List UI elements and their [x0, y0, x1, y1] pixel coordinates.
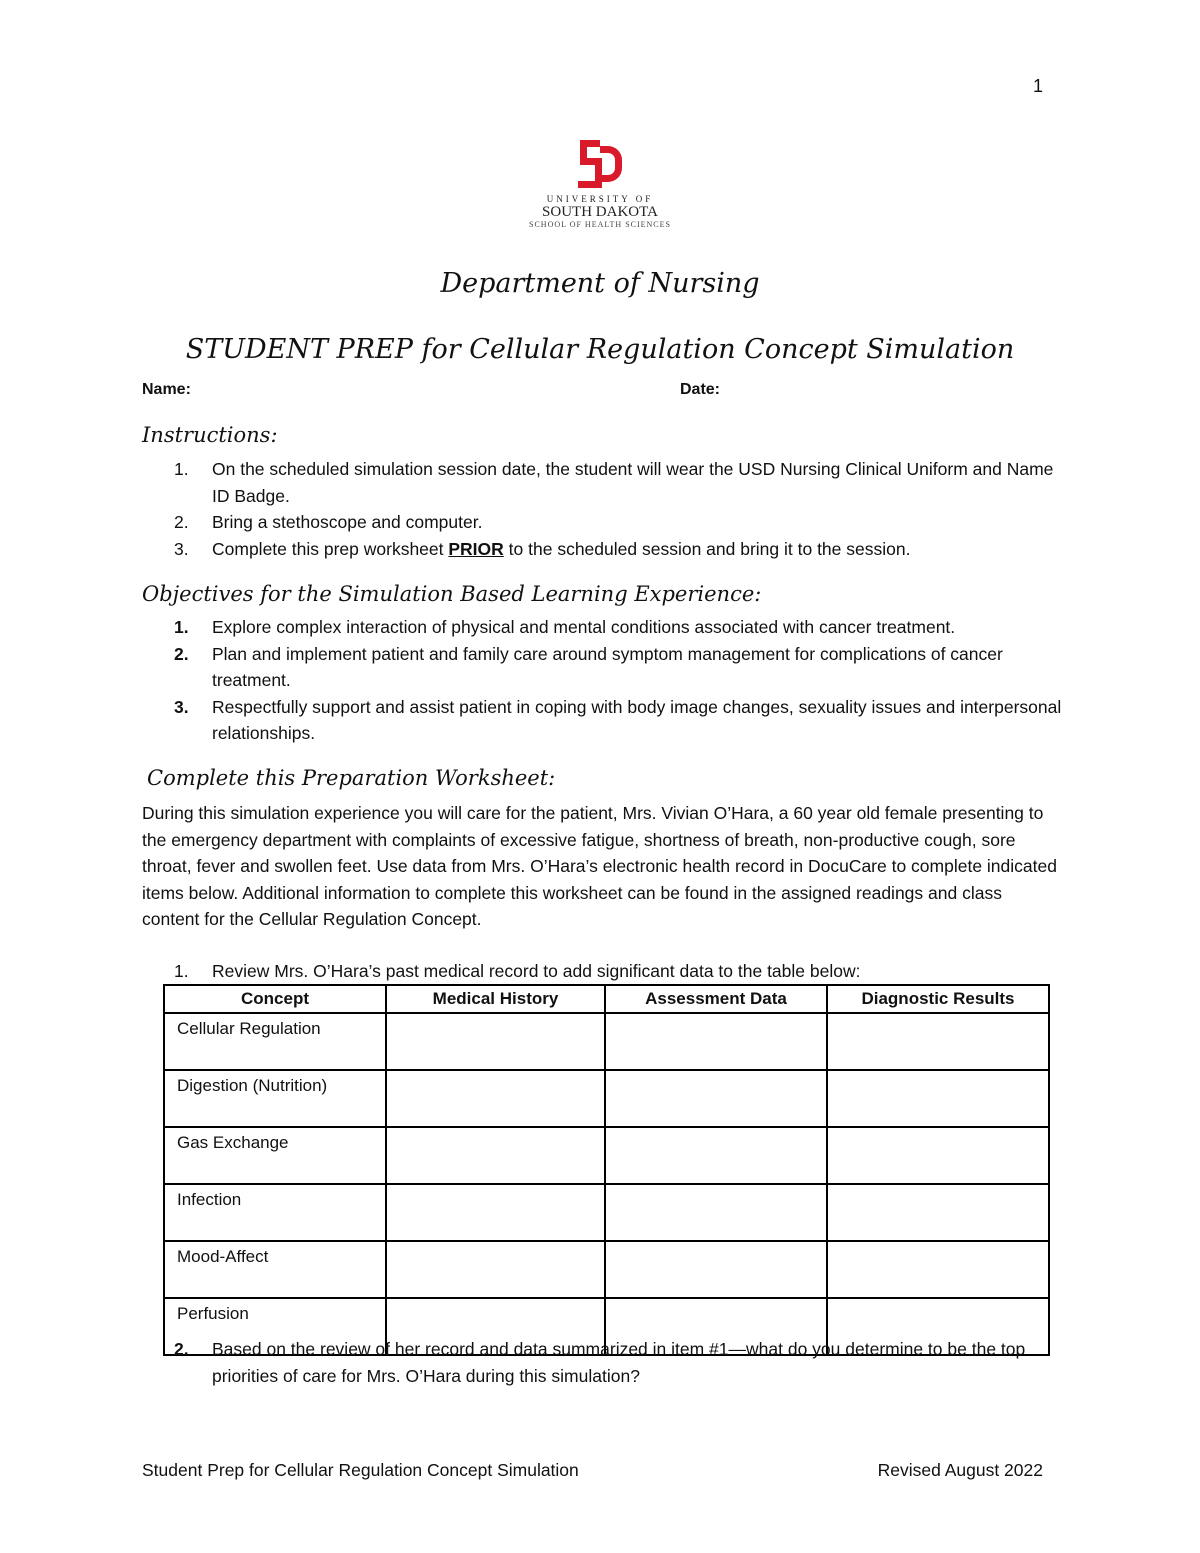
diagnostic-results-cell[interactable]: [827, 1127, 1049, 1184]
concept-cell: Mood-Affect: [164, 1241, 386, 1298]
list-item: 2. Plan and implement patient and family care around symptom management for complications of cancer treatment.: [174, 643, 1003, 690]
medical-history-cell[interactable]: [386, 1013, 605, 1070]
objectives-heading: Objectives for the Simulation Based Learning Experience:: [142, 582, 762, 606]
header-diagnostic-results: Diagnostic Results: [827, 985, 1049, 1013]
list-item: 2. Bring a stethoscope and computer.: [174, 512, 483, 532]
logo-line-university: UNIVERSITY OF: [546, 194, 654, 204]
concept-cell: Cellular Regulation: [164, 1013, 386, 1070]
table-row: [164, 1013, 1049, 1070]
worksheet-item-2: [142, 1336, 1062, 1389]
footer-revised: Revised August 2022: [877, 1460, 1043, 1480]
table-header-row: [164, 985, 1049, 1013]
assessment-data-cell[interactable]: [605, 1070, 827, 1127]
diagnostic-results-cell[interactable]: [827, 1241, 1049, 1298]
sd-monogram-icon: [576, 138, 624, 190]
worksheet-paragraph: During this simulation experience you will care for the patient, Mrs. Vivian O’Hara, a 60 year old female presenting to the emergency department with complaints of excessive fatigue, shortness of breath, non-productive cough, sore throat, fever and swollen feet. Use data from Mrs. O’Hara’s electronic health record in DocuCare to complete indicated items below. Additional information to complete this worksheet can be found in the assigned readings and class content for the Cellular Regulation Concept.: [142, 803, 1057, 930]
instructions-list: [142, 456, 1062, 562]
worksheet-item-1: [142, 958, 1062, 985]
assessment-data-cell[interactable]: [605, 1013, 827, 1070]
assessment-data-cell[interactable]: [605, 1127, 827, 1184]
diagnostic-results-cell[interactable]: [827, 1070, 1049, 1127]
table-row: [164, 1127, 1049, 1184]
logo-line-south-dakota: SOUTH DAKOTA: [542, 204, 658, 220]
objectives-list: [142, 614, 1062, 747]
assessment-data-cell[interactable]: [605, 1241, 827, 1298]
page-number: 1: [1032, 76, 1043, 96]
footer-title: Student Prep for Cellular Regulation Concept Simulation: [142, 1460, 579, 1480]
table-row: [164, 1241, 1049, 1298]
list-item: 3. Respectfully support and assist patient in coping with body image changes, sexuality issues and interpersonal relationships.: [174, 696, 1062, 743]
header-concept: Concept: [164, 985, 386, 1013]
diagnostic-results-cell[interactable]: [827, 1013, 1049, 1070]
document-title: STUDENT PREP for Cellular Regulation Concept Simulation: [185, 334, 1015, 365]
assessment-data-cell[interactable]: [605, 1184, 827, 1241]
concept-cell: Digestion (Nutrition): [164, 1070, 386, 1127]
usd-logo: [515, 138, 685, 238]
worksheet-heading: Complete this Preparation Worksheet:: [147, 766, 556, 790]
medical-history-cell[interactable]: [386, 1241, 605, 1298]
prior-emphasis: PRIOR: [448, 538, 504, 559]
table-row: [164, 1070, 1049, 1127]
concept-cell: Perfusion: [164, 1298, 386, 1355]
concept-cell: Infection: [164, 1184, 386, 1241]
table-row: [164, 1184, 1049, 1241]
list-item: 1. Explore complex interaction of physical and mental conditions associated with cancer treatment.: [174, 617, 956, 637]
list-item: 1. Review Mrs. O’Hara’s past medical record to add significant data to the table below:: [174, 961, 861, 981]
medical-history-cell[interactable]: [386, 1127, 605, 1184]
concept-cell: Gas Exchange: [164, 1127, 386, 1184]
instructions-heading: Instructions:: [142, 423, 278, 447]
department-heading: Department of Nursing: [440, 268, 760, 299]
diagnostic-results-cell[interactable]: [827, 1184, 1049, 1241]
name-label: Name:: [142, 381, 191, 398]
medical-history-cell[interactable]: [386, 1184, 605, 1241]
list-item: 1. On the scheduled simulation session date, the student will wear the USD Nursing Clinical Uniform and Name ID Badge.: [174, 459, 1054, 506]
medical-history-cell[interactable]: [386, 1070, 605, 1127]
header-medical-history: Medical History: [386, 985, 605, 1013]
header-assessment-data: Assessment Data: [605, 985, 827, 1013]
list-item: 3. Complete this prep worksheet PRIOR to the scheduled session and bring it to the session.: [174, 538, 911, 559]
logo-line-school: SCHOOL OF HEALTH SCIENCES: [529, 220, 671, 229]
concept-table: [163, 984, 1050, 1356]
list-item: 2. Based on the review of her record and data summarized in item #1—what do you determine to be the top priorities of care for Mrs. O’Hara during this simulation?: [174, 1339, 1026, 1386]
date-label: Date:: [680, 381, 721, 398]
